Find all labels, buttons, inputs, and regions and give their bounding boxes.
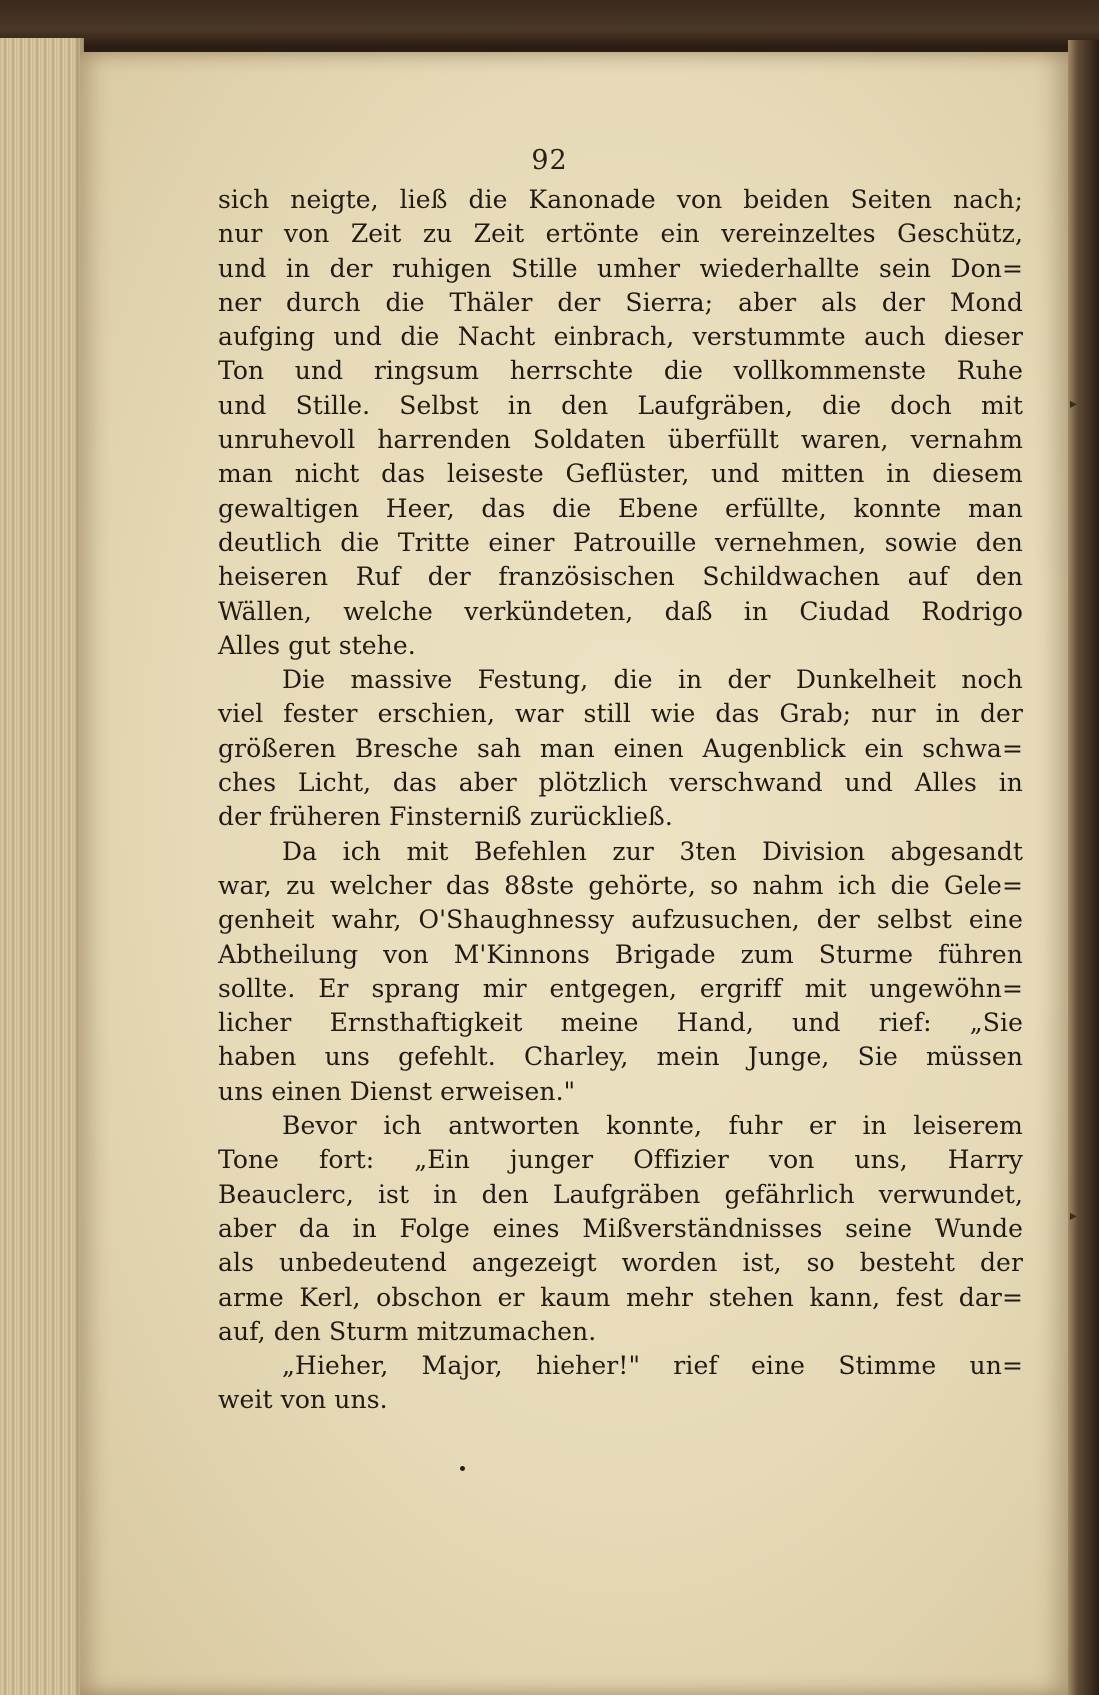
text-line: Abtheilung von M'Kinnons Brigade zum Sturme führen [218, 939, 1023, 969]
page-number: 92 [531, 145, 568, 176]
text-line: größeren Bresche sah man einen Augenblick ein schwa= [218, 733, 1023, 763]
text-line: Beauclerc, ist in den Laufgräben gefährlich verwundet, [218, 1179, 1023, 1209]
text-line: Tone fort: „Ein junger Offizier von uns, Harry [218, 1145, 1023, 1175]
text-line: haben uns gefehlt. Charley, mein Junge, Sie müssen [218, 1042, 1023, 1072]
body-text [218, 183, 1023, 1418]
text-line: deutlich die Tritte einer Patrouille vernehmen, sowie den [218, 527, 1023, 557]
text-line: und Stille. Selbst in den Laufgräben, die doch mit [218, 390, 1023, 420]
text-line: Da ich mit Befehlen zur 3ten Division abgesandt [282, 836, 1023, 866]
text-line: „Hieher, Major, hieher!" rief eine Stimme un= [282, 1351, 1023, 1381]
book-page-edges [0, 38, 84, 1695]
margin-mark-icon: ▸ [1070, 1208, 1078, 1224]
text-line: sollte. Er sprang mir entgegen, ergriff mit ungewöhn= [218, 973, 1023, 1003]
text-line: war, zu welcher das 88ste gehörte, so nahm ich die Gele= [218, 870, 1023, 900]
text-line: weit von uns. [218, 1385, 388, 1415]
text-line: genheit wahr, O'Shaughnessy aufzusuchen, der selbst eine [218, 905, 1023, 935]
text-line: viel fester erschien, war still wie das Grab; nur in der [218, 699, 1023, 729]
text-line: licher Ernsthaftigkeit meine Hand, und rief: „Sie [218, 1008, 1023, 1038]
text-line: sich neigte, ließ die Kanonade von beiden Seiten nach; [218, 185, 1023, 214]
text-line: ner durch die Thäler der Sierra; aber als der Mond [218, 287, 1023, 317]
text-line: gewaltigen Heer, das die Ebene erfüllte, konnte man [218, 493, 1023, 523]
text-line: arme Kerl, obschon er kaum mehr stehen kann, fest dar= [218, 1282, 1023, 1312]
text-line: aber da in Folge eines Mißverständnisses seine Wunde [218, 1213, 1023, 1243]
text-line: heiseren Ruf der französischen Schildwachen auf den [218, 562, 1023, 592]
text-line: Ton und ringsum herrschte die vollkommenste Ruhe [218, 356, 1023, 386]
book-spine-edge [1068, 40, 1099, 1695]
text-line: unruhevoll harrenden Soldaten überfüllt waren, vernahm [218, 425, 1023, 455]
text-line: man nicht das leiseste Geflüster, und mitten in diesem [218, 459, 1023, 489]
margin-mark-icon: ▸ [1070, 396, 1078, 412]
text-line: Bevor ich antworten konnte, fuhr er in leiserem [282, 1111, 1023, 1141]
text-line: nur von Zeit zu Zeit ertönte ein vereinzeltes Geschütz, [218, 219, 1023, 249]
text-line: der früheren Finsterniß zurückließ. [218, 802, 673, 832]
ink-speck [460, 1466, 465, 1471]
text-line: als unbedeutend angezeigt worden ist, so besteht der [218, 1248, 1023, 1278]
text-line: Wällen, welche verkündeten, daß in Ciudad Rodrigo [218, 596, 1023, 626]
text-line: Alles gut stehe. [218, 630, 416, 660]
text-line: uns einen Dienst erweisen." [218, 1076, 576, 1106]
text-line: auf, den Sturm mitzumachen. [218, 1316, 597, 1346]
text-line: aufging und die Nacht einbrach, verstummte auch dieser [218, 322, 1023, 352]
text-line: ches Licht, das aber plötzlich verschwand und Alles in [218, 768, 1023, 798]
text-line: und in der ruhigen Stille umher wiederhallte sein Don= [218, 253, 1023, 283]
text-line: Die massive Festung, die in der Dunkelheit noch [282, 665, 1023, 695]
